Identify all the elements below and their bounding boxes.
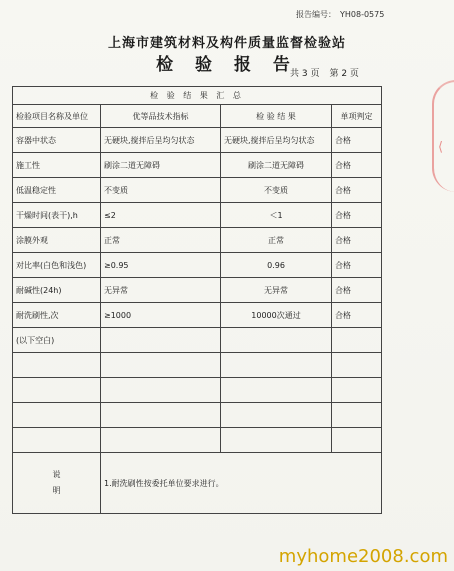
table-row [13, 353, 382, 378]
cell-result: ＜1 [221, 203, 332, 228]
table-row [13, 178, 382, 203]
red-seal-stamp [432, 80, 454, 192]
cell-result [221, 403, 332, 428]
table-row [13, 278, 382, 303]
cell-result [221, 378, 332, 403]
cell-verdict: 合格 [332, 228, 382, 253]
table-row [13, 203, 382, 228]
cell-spec [101, 428, 221, 453]
cell-item [13, 403, 101, 428]
cell-verdict [332, 403, 382, 428]
notes-label-char-1: 说 [52, 470, 61, 479]
table-row [13, 403, 382, 428]
table-row [13, 153, 382, 178]
cell-item [13, 378, 101, 403]
notes-row [13, 453, 382, 514]
cell-result: 无异常 [221, 278, 332, 303]
results-table [12, 86, 382, 514]
table-caption: 检 验 结 果 汇 总 [13, 87, 382, 105]
cell-item: 施工性 [13, 153, 101, 178]
table-header-row [13, 105, 382, 128]
table-row [13, 303, 382, 328]
table-row [13, 253, 382, 278]
total-pages: 共 3 页 [290, 69, 320, 79]
cell-result [221, 353, 332, 378]
cell-item: 容器中状态 [13, 128, 101, 153]
cell-item: (以下空白) [13, 328, 101, 353]
column-header-result: 检 验 结 果 [221, 105, 332, 128]
seal-fragment-icon: ⟨ [438, 140, 444, 155]
report-number [296, 9, 384, 20]
cell-verdict: 合格 [332, 303, 382, 328]
site-watermark: myhome2008.com [278, 546, 448, 567]
table-row [13, 428, 382, 453]
cell-verdict: 合格 [332, 128, 382, 153]
cell-verdict [332, 428, 382, 453]
cell-spec: ≤2 [101, 203, 221, 228]
cell-spec: 刷涂二道无障碍 [101, 153, 221, 178]
cell-verdict: 合格 [332, 178, 382, 203]
cell-result: 无硬块,搅拌后呈均匀状态 [221, 128, 332, 153]
cell-verdict: 合格 [332, 203, 382, 228]
cell-item: 涂膜外观 [13, 228, 101, 253]
column-header-item: 检验项目名称及单位 [13, 105, 101, 128]
table-row [13, 128, 382, 153]
cell-item: 耐碱性(24h) [13, 278, 101, 303]
document-title: 检 验 报 告 [156, 55, 298, 75]
cell-verdict: 合格 [332, 153, 382, 178]
cell-verdict [332, 378, 382, 403]
report-number-label: 报告编号： [296, 10, 336, 19]
cell-spec [101, 378, 221, 403]
cell-result: 10000次通过 [221, 303, 332, 328]
table-row [13, 228, 382, 253]
column-header-verdict: 单项判定 [332, 105, 382, 128]
cell-spec: ≥0.95 [101, 253, 221, 278]
cell-spec: ≥1000 [101, 303, 221, 328]
notes-label-char-2: 明 [52, 486, 61, 495]
cell-item [13, 353, 101, 378]
cell-verdict: 合格 [332, 278, 382, 303]
column-header-spec: 优等品技术指标 [101, 105, 221, 128]
report-number-value: YH08-0575 [340, 10, 385, 19]
cell-result: 刷涂二道无障碍 [221, 153, 332, 178]
cell-result: 不变质 [221, 178, 332, 203]
notes-text: 1.耐洗刷性按委托单位要求进行。 [101, 453, 382, 514]
cell-verdict [332, 328, 382, 353]
cell-item: 对比率(白色和浅色) [13, 253, 101, 278]
cell-result: 0.96 [221, 253, 332, 278]
cell-result: 正常 [221, 228, 332, 253]
cell-spec: 正常 [101, 228, 221, 253]
page-info [290, 66, 369, 79]
table-row [13, 328, 382, 353]
cell-item: 干燥时间(表干),h [13, 203, 101, 228]
table-caption-row [13, 87, 382, 105]
cell-verdict: 合格 [332, 253, 382, 278]
cell-spec: 不变质 [101, 178, 221, 203]
page-number: 第 2 页 [329, 69, 359, 79]
cell-spec: 无硬块,搅拌后呈均匀状态 [101, 128, 221, 153]
cell-spec: 无异常 [101, 278, 221, 303]
cell-verdict [332, 353, 382, 378]
cell-spec [101, 403, 221, 428]
cell-item: 耐洗刷性,次 [13, 303, 101, 328]
table-row [13, 378, 382, 403]
notes-label [13, 453, 101, 514]
cell-spec [101, 353, 221, 378]
organization-title: 上海市建筑材料及构件质量监督检验站 [107, 36, 346, 51]
cell-item [13, 428, 101, 453]
cell-result [221, 328, 332, 353]
cell-spec [101, 328, 221, 353]
cell-result [221, 428, 332, 453]
cell-item: 低温稳定性 [13, 178, 101, 203]
